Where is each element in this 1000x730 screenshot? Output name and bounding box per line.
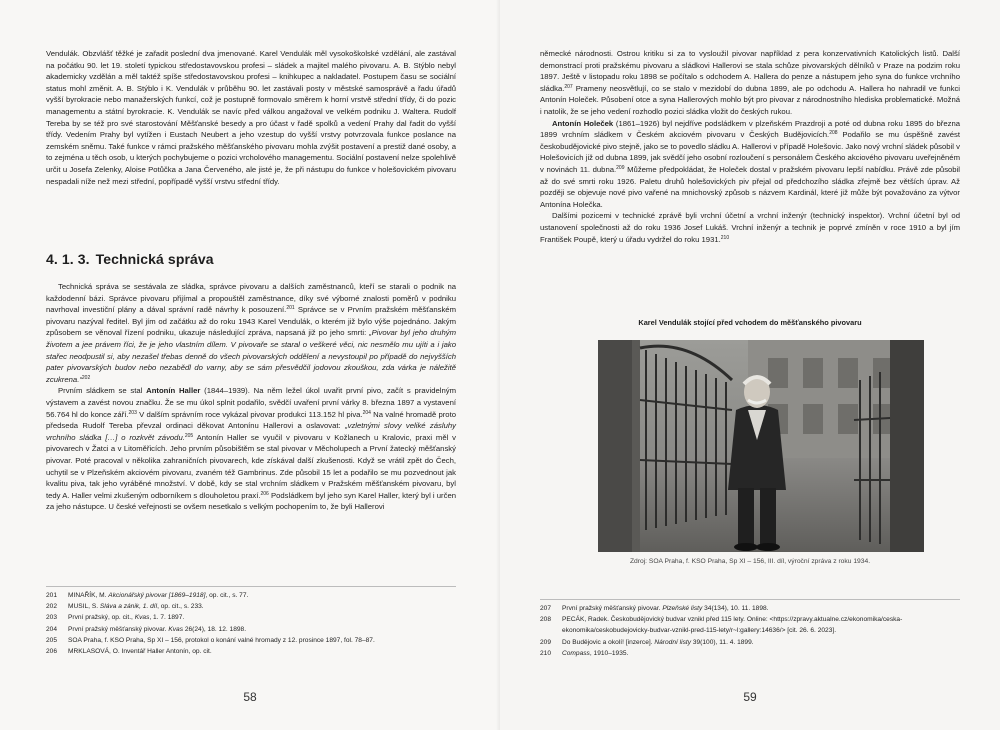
- footnote-ref-202[interactable]: 202: [81, 374, 91, 381]
- page-number-left: 58: [243, 690, 257, 704]
- footnote-201: 201 MINAŘÍK, M. Akcionářský pivovar [1869–1918], op. cit., s. 77.: [46, 592, 249, 599]
- left-body-text-top: [46, 48, 456, 187]
- quote-vendulak: „Pivovar byl jeho druhým životem a jee právem říci, že je jeho vlastním dílem. V pivovaře se staral o veškeré věci, nic nesmělo mu ujíti a i jako stařec neodpustil si, aby nezašel třebas denně do všech pivovarských oddělení a nevystoupil po případě do nejvyšších pater pivovarských budov nebo nezabědl do varny, aby se sám přesvědčil jodovou zkouškou, zda várka je náležitě zcukrena.“: [46, 328, 456, 384]
- footnote-208: 208 PECÁK, Radek. Českobudějovický budvar vznikl před 115 lety. Online: <https://zpravy.aktualne.cz/ekonomika/ceska-ekonomika/ceskobudejovicky-budvar-vznikl-pred-115-lety/r~l:gallery:14636/> [cit. 26. 6. 2023].: [540, 616, 903, 635]
- right-paragraph-2: Antonín Holeček (1861–1926) byl nejdříve podsládkem v plzeňském Prazdroji a poté od dubna roku 1895 do března 1899 vrchním sládkem v Českém akciovém pivovaru v Českých Budějovicích.$^{208}$ Podařilo se mu úspěšně zavést českobudějovické pivo stejně, jako se to povedlo sládku A. Hallerovi v případě Holešovic. Jako nový vrchní sládek působil v Holešovicích již od dubna 1899, jak svědčí jeho osobní rozloučení s personálem Českého akciového pivovaru uveřejněném v novinách 11. dubna.$^{209}$ Můžeme předpokládat, že Holeček dostal v pražském pivovaru lepší nabídku. Právě zde působil až do své smrti roku 1926. Paletu druhů holešovických piv přejal od předchozího sládka zřejmě bez větších úprav. Až později se objevuje nové pivo vařené na mnichovský způsob s názvem Kardinál, které již může být považováno za výtvor Antonína Holečka.: [540, 118, 961, 209]
- page-number-right: 59: [743, 690, 757, 704]
- left-paragraph-2: Technická správa se sestávala ze sládka, správce pivovaru a dalších zaměstnanců, kteří se starali o podnik na každodenní bázi. Správce pivovaru přijímal a propouštěl zaměstnance, díky své výborné znalosti poměrů v podniku navrhoval investiční plány a dával správní radě návrhy k posouzení.$^{201}$ Správce se v Prvním pražském měšťanském pivovaru nazýval ředitel. Byl jím od začátku až do roku 1943 Karel Vendulák, o kterém již bylo výše pojednáno. Jakým způsobem se věnoval řízení podniku, ukazuje následující zpráva, napsaná již po jeho smrti: „Pivovar byl jeho druhým životem a jee právem říci, že je jeho vlastním dílem. V pivovaře se staral o veškeré věci, nic nesmělo mu ujíti a i jako stařec neodpustil si, aby nezašel třebas denně do všech pivovarských oddělení a nevystoupil po případě do nejvyšších pater pivovarských budov nebo nezabědl do varny, aby se sám přesvědčil jodovou zkouškou, zda várka je náležitě zcukrena.“$^{202}$: [46, 282, 456, 384]
- right-footnotes: [540, 599, 960, 659]
- footnote-ref-204[interactable]: 204: [362, 409, 371, 416]
- footnote-ref-205[interactable]: 205: [184, 432, 194, 439]
- right-paragraph-3: Dalšími pozicemi v technické zprávě byli vrchní účetní a vrchní inženýr (technický inspektor). Vrchní účetní byl od ustanovení společnosti až do roku 1936 Josef Lukáš. Vrchní inženýr a technik je poprvé zmíněn v roce 1910 a byl jím František Poupě, který u úřadu vydržel do roku 1931.$^{210}$: [540, 211, 960, 244]
- right-page: [500, 0, 1000, 730]
- footnote-210: 210 Compass, 1910–1935.: [540, 649, 629, 657]
- footnote-203: 203 První pražský, op. cit., Kvas, 1. 7. 1897.: [46, 614, 185, 622]
- footnote-ref-201[interactable]: 201: [286, 305, 295, 312]
- footnote-207: 207 První pražský měšťanský pivovar. Plzeňské listy 34(134), 10. 11. 1898.: [540, 605, 769, 612]
- historical-photo: [598, 340, 924, 552]
- footnote-204: 204 První pražský měšťanský pivovar. Kvas 26(24), 18. 12. 1898.: [46, 625, 247, 633]
- footnote-205: 205 SOA Praha, f. KSO Praha, Sp XI – 156, protokol o konání valné hromady z 12. prosince 1897, fol. 78–87.: [46, 636, 375, 644]
- footnote-ref-208[interactable]: 208: [829, 130, 838, 137]
- figure-caption: Zdroj: SOA Praha, f. KSO Praha, Sp XI – 156, III. díl, výroční zpráva z roku 1934.: [629, 558, 871, 565]
- footnote-206: 206 MRKLASOVÁ, O. Inventář Haller Antonín, op. cit.: [46, 648, 212, 656]
- footnote-ref-209[interactable]: 209: [616, 164, 625, 171]
- section-heading-title: Technická správa: [95, 251, 214, 267]
- name-antonin-holecek: Antonín Holeček: [552, 118, 614, 128]
- photo-illustration: [598, 340, 924, 552]
- footnote-ref-207[interactable]: 207: [564, 83, 573, 90]
- footnote-202: 202 MUSIL, S. Sláva a zánik, 1. díl, op. cit., s. 233.: [46, 603, 204, 611]
- left-paragraph-1: Vendulák. Obzvlášť těžké je zařadit poslední dva jmenované. Karel Vendulák měl vysokoškolské vzdělání, ale zastával na počátku 90. let 19. století typickou středostavovskou profesi – sládek a majitel malého pivovaru. A. B. Stýblo nebyl akademicky vzdělán a měl taktéž spíše středostavovskou profesi – knihkupec a nakladatel. Postupem času se sociální status mohl změnit. A. B. Stýblo i K. Vendulák v průběhu 90. let zastávali posty v městské samosprávě a řadu úřadů vyšší byrokracie nebo manažerských funkcí, což je postupně formovalo směrem k horní vrstvě střední třídy, či do pozic managementu a státní byrokracie. K. Vendulák se navíc před válkou angažoval ve velkém podniku J. Waltera. Rudolf Tereba by se též pro své starostování Měšťanské besedy a pro účast v řadě spolků a vedení Prahy dal řadit do vyšší třídy. Vedením Prahy byl vytížen i Eustach Neubert a jeho vzestup do vyšší vrstvy potvrzovala funkce poslance na zemském sněmu. Také funkce v rámci pražského měšťanského pivovaru mohla zvýšit postavení a prestiž dané osoby, a to zejména u těch osob, u kterých pochybujeme o pozici vrcholového managementu. Sociální postavení nelze spolehlivě určit u Josefa Zelenky, Aloise Potůčka a Jana Červeného, ale jisté je, že při nástupu do funkce v holešovickém pivovaru nespadali níže než mezi střední, popřípadě vyšší vrstvu střední třídy.: [46, 49, 456, 186]
- footnote-ref-206[interactable]: 206: [260, 490, 269, 497]
- footnote-ref-203[interactable]: 203: [128, 409, 137, 416]
- section-heading-number: 4. 1. 3.: [46, 251, 90, 267]
- section-heading: [46, 251, 214, 267]
- right-body-text: [540, 48, 960, 245]
- left-body-text-bottom: [46, 281, 456, 513]
- left-paragraph-3: Prvním sládkem se stal Antonín Haller (1844–1939). Na něm ležel úkol uvařit první pivo, začít s pravidelným výstavem a zavést novou značku. Že se mu úkol splnit podařilo, svědčí uvaření první várky 8. března 1897 a vystavení 56.764 hl do konce září.$^{203}$ V dalším správním roce vykázal pivovar produkci 113.152 hl piva.$^{204}$ Na valné hromadě proto předseda Rudolf Tereba převzal ordinaci děkovat Antonínu Hallerovi a oslavovat: „vzletnými slovy veliké zásluhy vrchního sládka […] o rozkvět závodu.$^{205}$ Antonín Haller se vyučil v pivovaru v Kožlanech u Kralovic, praxi měl v pivovarech v Žatci a v Litoměřicích. Jeho prvním působištěm se stal pivovar v Měcholupech a První žatecký měšťanský pivovar. Poté pracoval v několika zahraničních pivovarech, kde získával další zkušenosti. Když se vrátil zpět do Čech, uchytil se v Plzeňském akciovém pivovaru, zvaném též Gambrinus. Zde působil 15 let a podařilo se mu pozvednout jak kvalitu piva, tak jeho vyráběné množství. V době, kdy se stal vrchním sládkem v Pražském měšťanském pivovaru, byl tedy A. Haller velmi zkušeným odborníkem s dlouholetou praxí.$^{206}$ Podsládkem byl jeho syn Karel Haller, který byl i určen za jeho nástupce. U české veřejnosti se ovšem nesetkalo s velkým pochopením to, že byli Hallerovi: [46, 386, 456, 512]
- footnote-ref-210[interactable]: 210: [720, 234, 730, 241]
- footnote-209: 209 Do Budějovic a okolí! [inzerce]. Národní listy 39(100), 11. 4. 1899.: [540, 638, 754, 646]
- right-paragraph-1: německé národnosti. Ostrou kritiku si za to vysloužil pivovar například z pera konzervativních Katolických listů. Další demonstrací proti pražskému pivovaru a sládkovi Hallerovi se stala schůze pivovarských dělníků v Praze na podzim roku 1897. Ještě v listopadu roku 1898 se počítalo s odchodem A. Hallera do penze a nástupem jeho syna do funkce vrchního sládka.$^{207}$ Prameny neosvětlují, co se stalo v mezidobí do dubna 1899, ale po odchodu A. Hallera ho nahradil ve funkci Antonín Holeček. Působení otce a syna Hallerových mohlo být pro pivovar z národnostního hlediska problematické. Možná i natolik, že se jeho vedení rozhodlo pozici sládka vložit do českých rukou.: [540, 49, 960, 116]
- left-footnotes: [46, 586, 456, 657]
- figure-title: Karel Vendulák stojící před vchodem do měšťanského pivovaru: [638, 318, 862, 327]
- name-antonin-haller: Antonín Haller: [146, 386, 201, 396]
- quote-haller: „vzletnými slovy veliké zásluhy vrchního sládka […] o rozkvět závodu.: [46, 421, 456, 442]
